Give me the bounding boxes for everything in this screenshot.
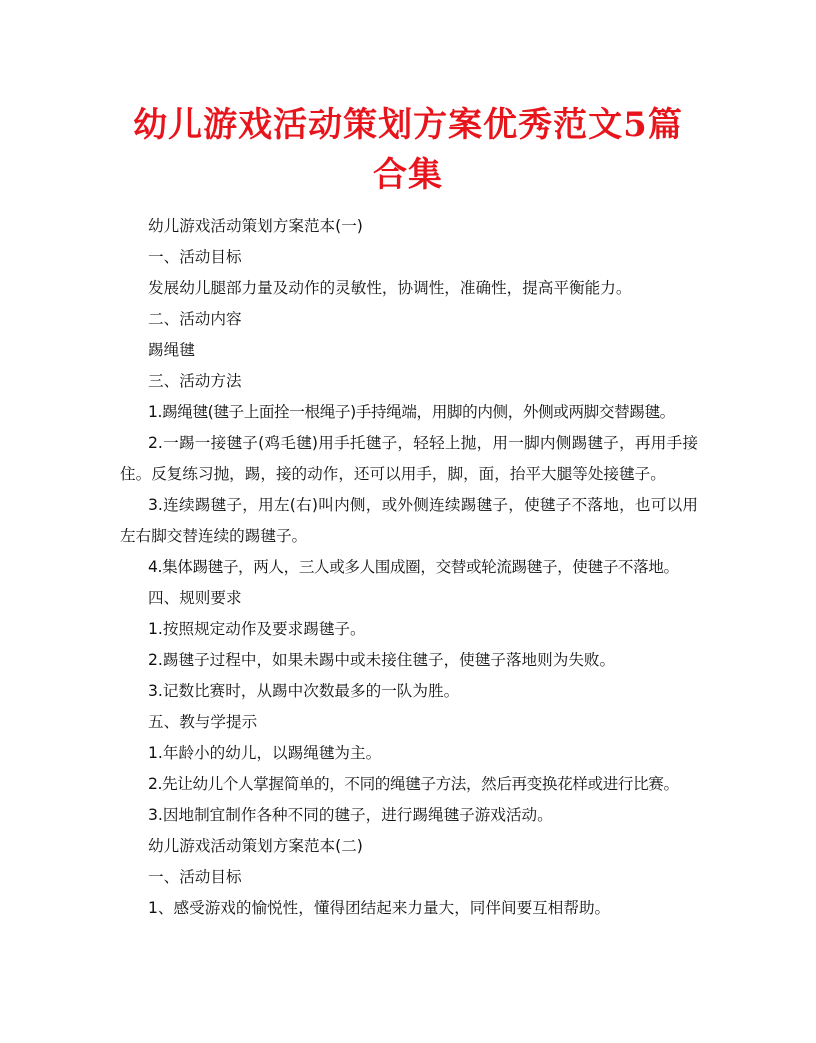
list-item: 3.记数比赛时，从踢中次数最多的一队为胜。 — [148, 682, 460, 700]
list-item: 1.踢绳毽(毽子上面拴一根绳子)手持绳端，用脚的内侧，外侧或两脚交替踢毽。 — [148, 403, 675, 421]
paragraph: 发展幼儿腿部力量及动作的灵敏性，协调性，准确性，提高平衡能力。 — [148, 279, 632, 297]
document-body — [120, 211, 698, 924]
list-item: 1.按照规定动作及要求踢毽子。 — [148, 620, 366, 638]
subheading: 四、规则要求 — [148, 589, 242, 607]
list-item: 2.先让幼儿个人掌握简单的，不同的绳毽子方法，然后再变换花样或进行比赛。 — [148, 775, 679, 793]
section-heading: 幼儿游戏活动策划方案范本(二) — [148, 837, 363, 855]
paragraph: 踢绳毽 — [148, 341, 195, 359]
list-item: 2.踢毽子过程中，如果未踢中或未接住毽子，使毽子落地则为失败。 — [148, 651, 616, 669]
subheading: 二、活动内容 — [148, 310, 242, 328]
list-item: 3.连续踢毽子，用左(右)叫内侧，或外侧连续踢毽子，使毽子不落地，也可以用左右脚交替连续的踢毽子。 — [120, 496, 698, 545]
list-item: 1、感受游戏的愉悦性，懂得团结起来力量大，同伴间要互相帮助。 — [148, 899, 611, 917]
section-heading: 幼儿游戏活动策划方案范本(一) — [148, 217, 363, 235]
list-item: 3.因地制宜制作各种不同的毽子，进行踢绳毽子游戏活动。 — [148, 806, 553, 824]
list-item: 4.集体踢毽子，两人，三人或多人围成圈，交替或轮流踢毽子，使毽子不落地。 — [148, 558, 679, 576]
subheading: 三、活动方法 — [148, 372, 242, 390]
subheading: 一、活动目标 — [148, 248, 242, 266]
document-title: 幼儿游戏活动策划方案优秀范文5篇合集 — [133, 105, 683, 195]
list-item: 2.一踢一接毽子(鸡毛毽)用手托毽子，轻轻上抛，用一脚内侧踢毽子，再用手接住。反复练习抛，踢，接的动作，还可以用手，脚，面，抬平大腿等处接毽子。 — [120, 434, 698, 483]
subheading: 一、活动目标 — [148, 868, 242, 886]
subheading: 五、教与学提示 — [148, 713, 258, 731]
list-item: 1.年龄小的幼儿，以踢绳毽为主。 — [148, 744, 382, 762]
